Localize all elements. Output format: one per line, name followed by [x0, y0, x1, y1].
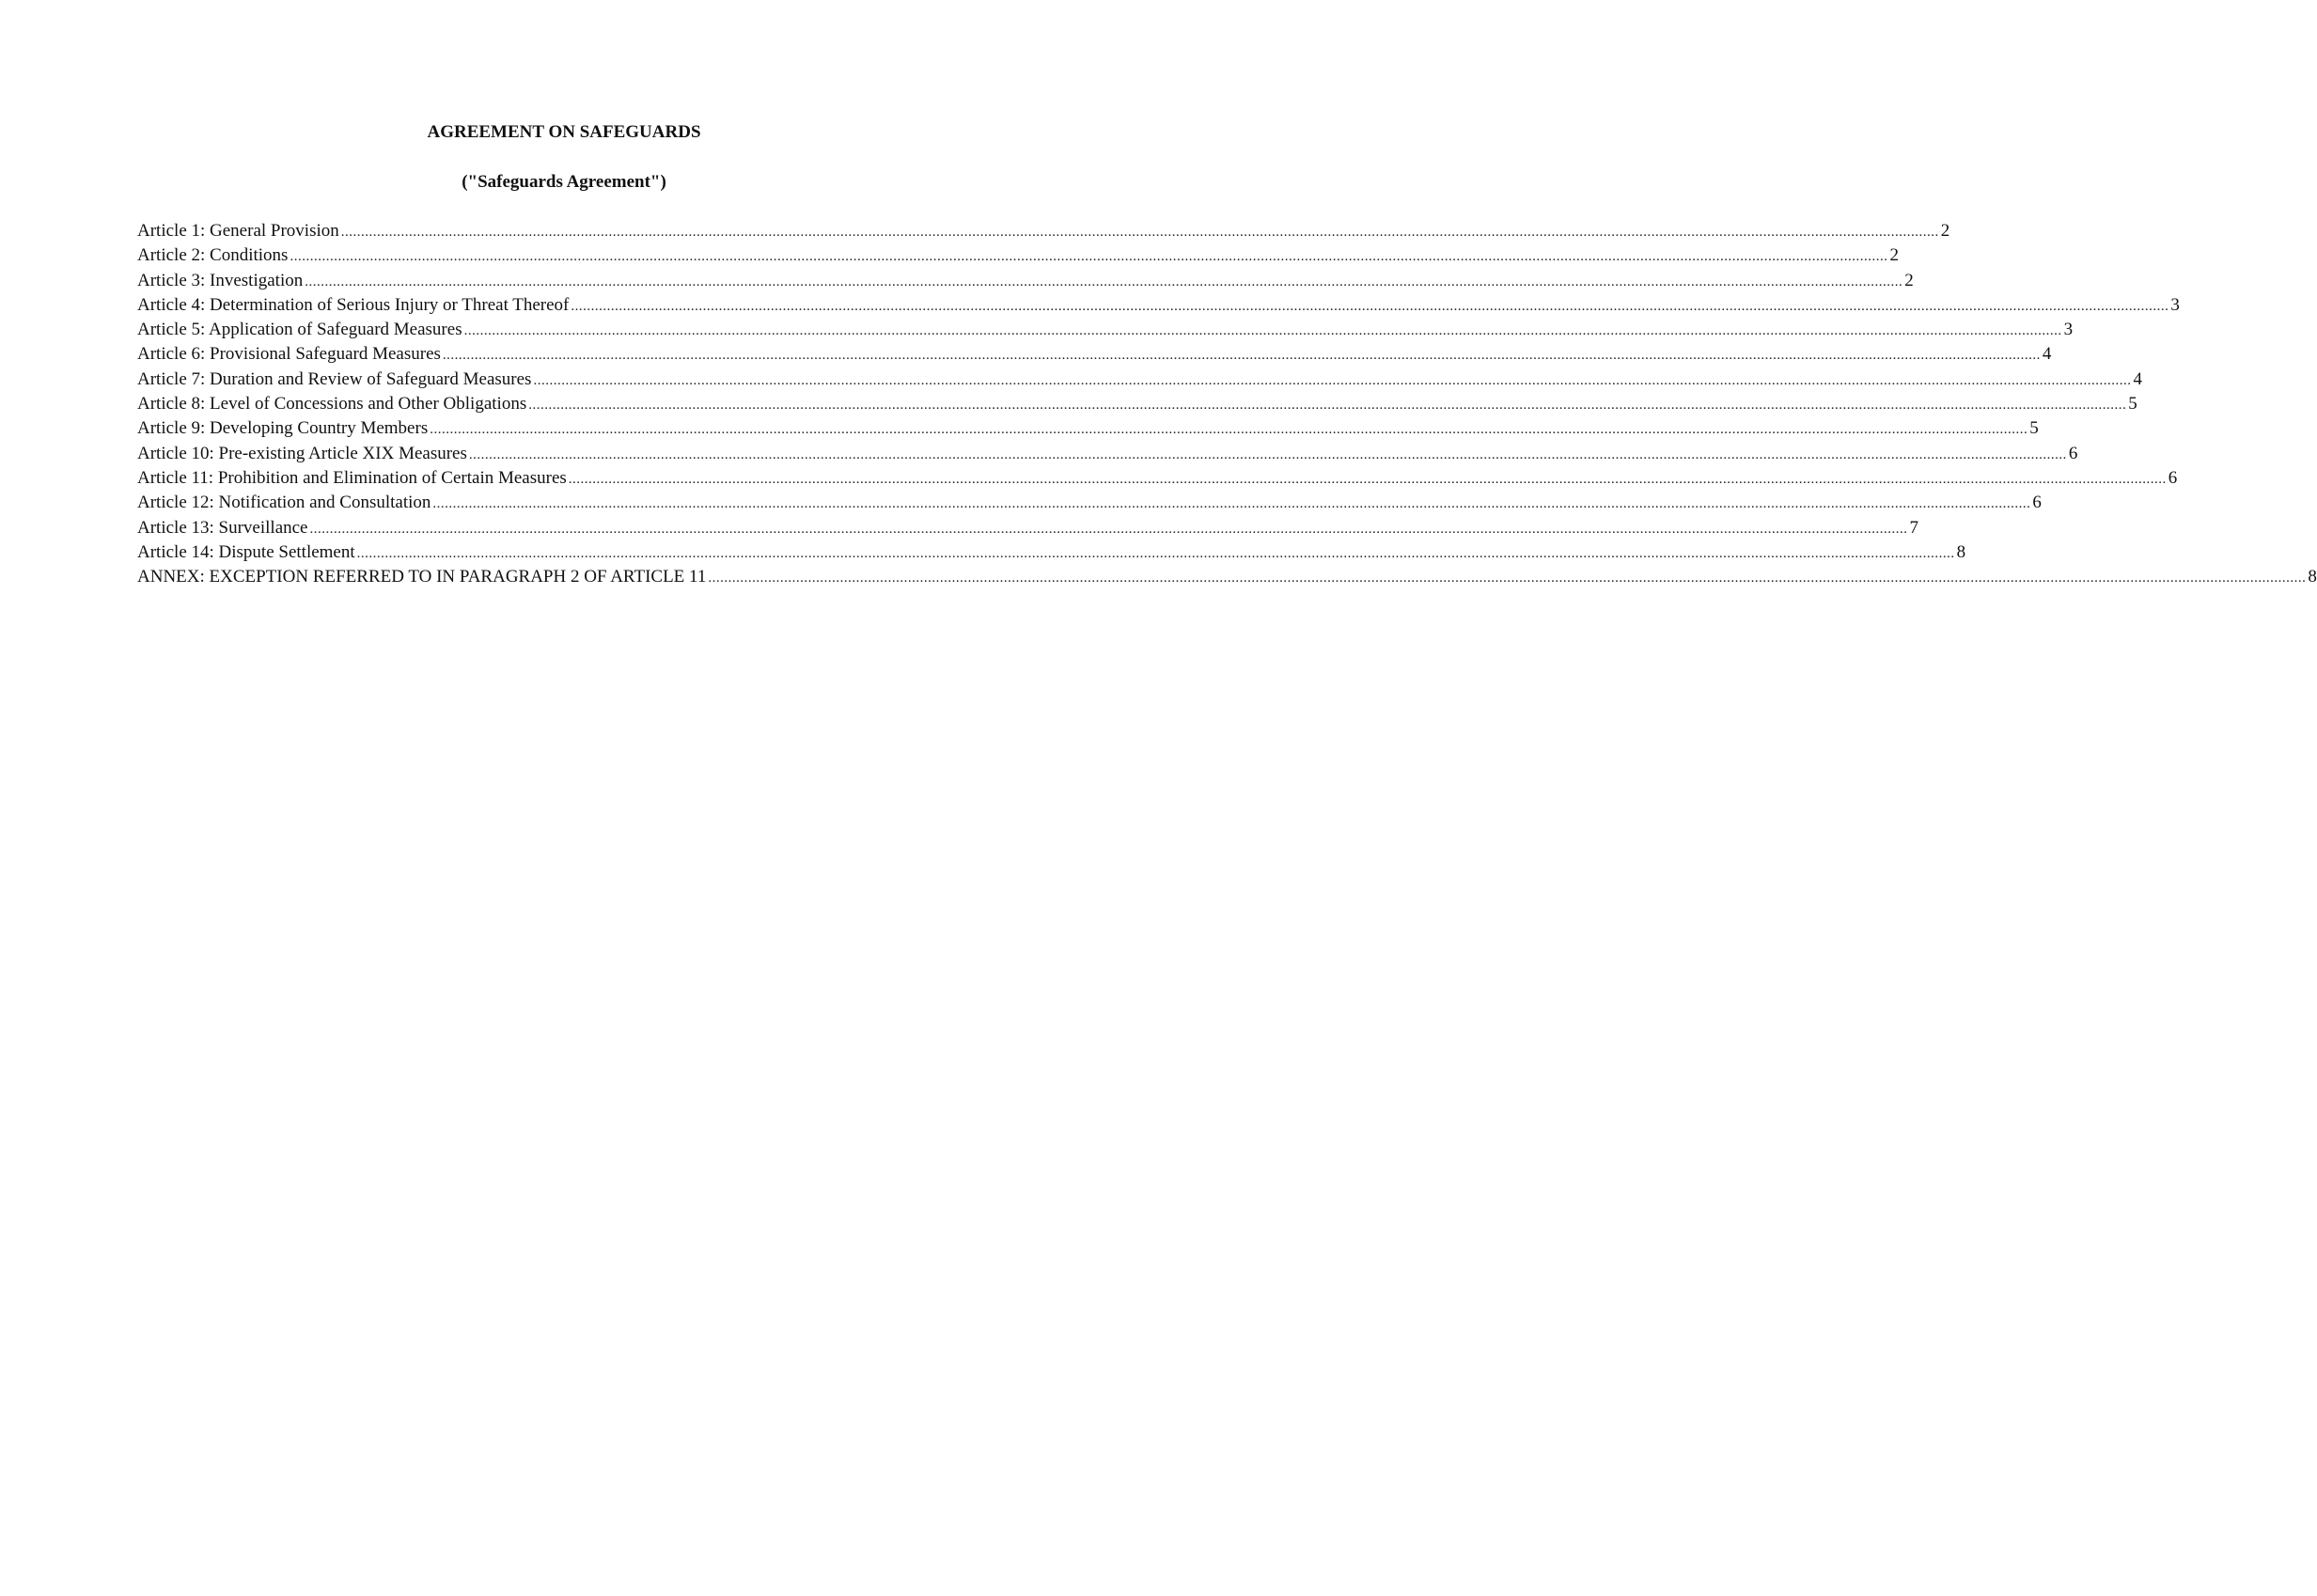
toc-entry[interactable] — [137, 269, 1914, 293]
toc-entry-page: 2 — [1889, 245, 1899, 266]
toc-entry[interactable] — [137, 416, 2039, 441]
toc-entry-page: 6 — [2032, 493, 2042, 513]
toc-entry-page: 7 — [1909, 517, 1918, 538]
toc-entry-page: 6 — [2068, 443, 2078, 463]
toc-entry-page: 8 — [1956, 541, 1966, 562]
toc-entry-label: Article 2: Conditions — [137, 245, 289, 266]
toc-dot-leader: ................................................................................................................................................................................................................................................................................................................................................................................................................ — [528, 398, 2127, 414]
toc-dot-leader: ................................................................................................................................................................................................................................................................................................................................................................................................................ — [533, 372, 2132, 388]
toc-entry-label: Article 6: Provisional Safeguard Measures — [137, 344, 441, 365]
toc-entry[interactable] — [137, 565, 2317, 589]
toc-entry-page: 6 — [2168, 467, 2178, 488]
toc-dot-leader: ................................................................................................................................................................................................................................................................................................................................................................................................................ — [309, 521, 1908, 537]
toc-entry-label: Article 13: Surveillance — [137, 517, 308, 538]
toc-dot-leader: ................................................................................................................................................................................................................................................................................................................................................................................................................ — [468, 446, 2067, 462]
toc-entry-page: 5 — [2029, 418, 2039, 439]
toc-entry-page: 4 — [2042, 344, 2052, 365]
toc-entry-page: 4 — [2133, 368, 2142, 389]
toc-dot-leader: ................................................................................................................................................................................................................................................................................................................................................................................................................ — [290, 249, 1888, 265]
toc-entry[interactable] — [137, 466, 2178, 491]
toc-entry-page: 3 — [2063, 320, 2074, 340]
toc-entry-label: ANNEX: EXCEPTION REFERRED TO IN PARAGRAPH 2 OF ARTICLE 11 — [137, 567, 707, 587]
toc-dot-leader: ................................................................................................................................................................................................................................................................................................................................................................................................................ — [340, 225, 1939, 240]
document-subtitle: ("Safeguards Agreement") — [462, 172, 666, 192]
toc-entry[interactable] — [137, 491, 2042, 515]
toc-dot-leader: ................................................................................................................................................................................................................................................................................................................................................................................................................ — [708, 571, 2307, 587]
toc-entry-page: 3 — [2170, 294, 2180, 315]
toc-entry-label: Article 9: Developing Country Members — [137, 418, 429, 439]
toc-entry-label: Article 12: Notification and Consultation — [137, 493, 431, 513]
toc-entry[interactable] — [137, 219, 1950, 243]
toc-entry-label: Article 1: General Provision — [137, 221, 339, 241]
toc-entry-label: Article 5: Application of Safeguard Measures — [137, 320, 462, 340]
toc-entry-label: Article 4: Determination of Serious Injury or Threat Thereof — [137, 294, 570, 315]
toc-entry[interactable] — [137, 342, 2052, 367]
toc-dot-leader: ................................................................................................................................................................................................................................................................................................................................................................................................................ — [430, 422, 2028, 438]
toc-dot-leader: ................................................................................................................................................................................................................................................................................................................................................................................................................ — [442, 348, 2041, 364]
toc-entry-label: Article 14: Dispute Settlement — [137, 541, 355, 562]
toc-entry-label: Article 11: Prohibition and Elimination of Certain Measures — [137, 467, 567, 488]
document-title: AGREEMENT ON SAFEGUARDS — [427, 122, 701, 142]
toc-entry[interactable] — [137, 318, 2074, 342]
toc-entry[interactable] — [137, 516, 1918, 540]
toc-entry-page: 2 — [1940, 221, 1950, 241]
toc-entry-page: 2 — [1904, 270, 1914, 290]
toc-dot-leader: ................................................................................................................................................................................................................................................................................................................................................................................................................ — [463, 323, 2062, 339]
table-of-contents — [137, 219, 2317, 589]
toc-entry-page: 5 — [2128, 394, 2137, 415]
toc-dot-leader: ................................................................................................................................................................................................................................................................................................................................................................................................................ — [356, 545, 1955, 561]
toc-entry-label: Article 7: Duration and Review of Safeguard Measures — [137, 368, 532, 389]
toc-entry[interactable] — [137, 368, 2142, 392]
toc-entry[interactable] — [137, 293, 2180, 318]
toc-entry-page: 8 — [2308, 567, 2317, 587]
toc-entry[interactable] — [137, 243, 1899, 268]
toc-entry[interactable] — [137, 442, 2078, 466]
toc-entry[interactable] — [137, 392, 2137, 416]
toc-dot-leader: ................................................................................................................................................................................................................................................................................................................................................................................................................ — [305, 274, 1903, 289]
toc-entry-label: Article 10: Pre-existing Article XIX Measures — [137, 443, 467, 463]
toc-dot-leader: ................................................................................................................................................................................................................................................................................................................................................................................................................ — [432, 496, 2031, 512]
toc-dot-leader: ................................................................................................................................................................................................................................................................................................................................................................................................................ — [571, 298, 2169, 314]
toc-entry[interactable] — [137, 540, 1966, 565]
toc-entry-label: Article 3: Investigation — [137, 270, 304, 290]
toc-dot-leader: ................................................................................................................................................................................................................................................................................................................................................................................................................ — [568, 471, 2167, 487]
toc-entry-label: Article 8: Level of Concessions and Other Obligations — [137, 394, 527, 415]
